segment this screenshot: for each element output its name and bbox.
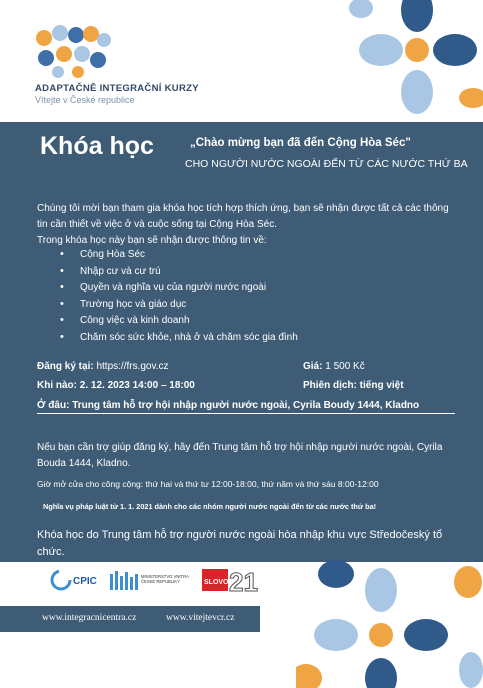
register-link[interactable]: https://frs.gov.cz <box>93 361 169 372</box>
slovo-number: 21 <box>229 567 258 595</box>
register-info <box>37 361 169 372</box>
price-label: Giá: <box>303 361 323 372</box>
divider <box>37 413 455 414</box>
intro-line-1: Chúng tôi mời bạn tham gia khóa học tích hợp thích ứng, bạn sẽ nhận được tất cả các thông tin cần thiết về việc ở và cuộc sống tại Cộng Hòa Séc. <box>37 203 449 230</box>
date-time: Khi nào: 2. 12. 2023 14:00 – 18:00 <box>37 380 195 391</box>
topic-list <box>60 249 298 348</box>
partner-logos <box>50 565 270 595</box>
list-item: • Nhập cư và cư trú <box>60 266 298 283</box>
interpreter-info: Phiên dịch: tiếng việt <box>303 380 404 391</box>
intro-text <box>37 201 457 249</box>
welcome-subtitle: CHO NGƯỜI NƯỚC NGOÀI ĐẾN TỪ CÁC NƯỚC THỨ BA <box>185 158 468 170</box>
register-label: Đăng ký tại: <box>37 361 94 372</box>
location-info: Ở đâu: Trung tâm hỗ trợ hội nhập người nước ngoài, Cyrila Boudy 1444, Kladno <box>37 400 420 411</box>
page-title: Khóa học <box>40 132 154 160</box>
list-item: • Công việc và kinh doanh <box>60 315 298 332</box>
ministry-logo-icon <box>110 568 190 592</box>
ministry-label: MINISTERSTVO VNITRA ČESKÉ REPUBLIKY <box>141 574 189 584</box>
flower-decoration-bottom-icon <box>296 560 483 688</box>
list-item: • Chăm sóc sức khỏe, nhà ở và chăm sóc gia đình <box>60 332 298 349</box>
intro-line-2: Trong khóa học này bạn sẽ nhận được thông tin về: <box>37 235 267 246</box>
list-item: • Trường học và giáo dục <box>60 299 298 316</box>
price-value: 1 500 Kč <box>322 361 365 372</box>
help-text: Nếu bạn cần trợ giúp đăng ký, hãy đến Trung tâm hỗ trợ hội nhập người nước ngoài, Cyrila Bouda 1444, Kladno. <box>37 442 443 469</box>
brand-name: ADAPTAČNĚ INTEGRAČNÍ KURZY <box>35 83 199 94</box>
cpic-label: CPIC <box>73 576 97 587</box>
organizer-text: Khóa học do Trung tâm hỗ trợ người nước ngoài hòa nhập khu vực Středočeský tổ chức. <box>37 529 443 558</box>
legal-duty-note: Nghĩa vụ pháp luật từ 1. 1. 2021 dành cho các nhóm người nước ngoài đến từ các nước thứ ba! <box>43 502 377 511</box>
footer-link-integracnicentra[interactable]: www.integracnicentra.cz <box>42 613 137 623</box>
brand-tagline: Vítejte v České republice <box>35 95 135 105</box>
slovo21-logo-icon <box>202 565 260 595</box>
flower-decoration-icon <box>345 0 483 122</box>
price-info <box>303 361 365 372</box>
footer-link-vitejtevcr[interactable]: www.vitejtevcr.cz <box>166 613 235 623</box>
list-item: • Quyền và nghĩa vụ của người nước ngoài <box>60 282 298 299</box>
slovo-label: SLOVO <box>204 579 229 586</box>
cpic-logo-icon <box>50 568 100 592</box>
list-item: • Cộng Hòa Séc <box>60 249 298 266</box>
welcome-heading: „Chào mừng bạn đã đến Cộng Hòa Séc" <box>190 137 411 149</box>
course-logo-icon <box>34 24 114 80</box>
footer-bar <box>0 606 260 632</box>
opening-hours: Giờ mở cửa cho công cộng: thứ hai và thứ tư 12:00-18:00, thứ năm và thứ sáu 8:00-12:00 <box>37 479 379 489</box>
